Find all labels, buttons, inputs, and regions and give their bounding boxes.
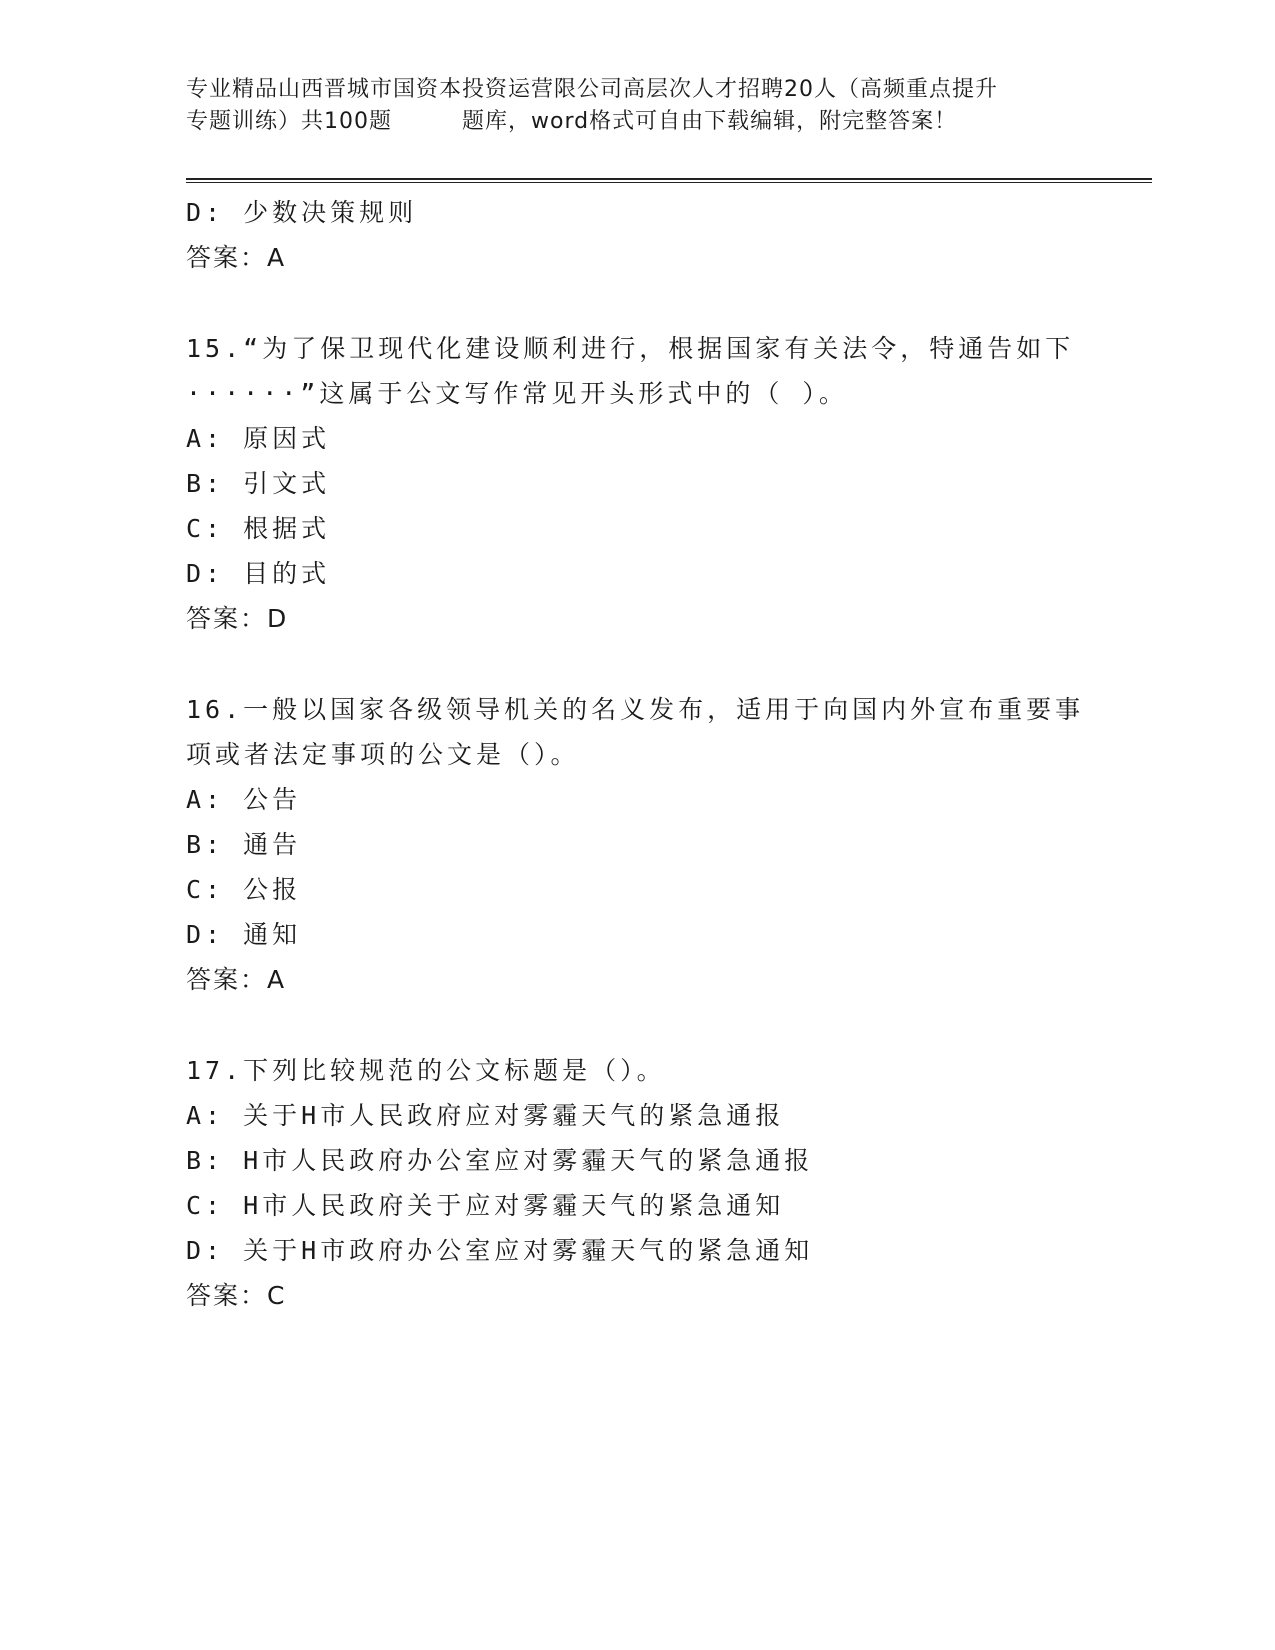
header-title-part-a: 专题训练）共100题	[186, 109, 392, 134]
option-a: A: 原因式	[186, 424, 331, 453]
option-c: C: 公报	[186, 875, 302, 904]
option-d: D: 目的式	[186, 559, 331, 588]
question-stem-continued: ······”这属于公文写作常见开头形式中的（ ）。	[186, 379, 848, 408]
question-17	[186, 1048, 1086, 1318]
question-15	[186, 326, 1086, 641]
question-stem: 15.“为了保卫现代化建设顺利进行，根据国家有关法令，特通告如下	[186, 334, 1075, 363]
header-title-line2	[186, 106, 1086, 138]
question-stem-continued: 项或者法定事项的公文是（）。	[186, 740, 580, 769]
option-d: D: 关于H市政府办公室应对雾霾天气的紧急通知	[186, 1236, 814, 1265]
option-d: D: 通知	[186, 920, 302, 949]
option-b: B: 引文式	[186, 469, 331, 498]
option-c: C: 根据式	[186, 514, 331, 543]
option-a: A: 关于H市人民政府应对雾霾天气的紧急通报	[186, 1101, 785, 1130]
option-b: B: 通告	[186, 830, 302, 859]
answer: 答案：C	[186, 1281, 287, 1310]
header-title-part-b: 题库，word格式可自由下载编辑，附完整答案！	[462, 109, 958, 134]
document-header	[186, 74, 1086, 138]
header-divider-thin	[186, 182, 1152, 183]
question-stem: 17.下列比较规范的公文标题是（）。	[186, 1056, 666, 1085]
answer: 答案：A	[186, 965, 287, 994]
option-c: C: H市人民政府关于应对雾霾天气的紧急通知	[186, 1191, 785, 1220]
option-b: B: H市人民政府办公室应对雾霾天气的紧急通报	[186, 1146, 814, 1175]
question-content	[186, 190, 1086, 1318]
header-divider-thick	[186, 178, 1152, 180]
answer: 答案：D	[186, 604, 289, 633]
prev-answer: 答案：A	[186, 243, 287, 272]
question-16	[186, 687, 1086, 1002]
header-title-line1: 专业精品山西晋城市国资本投资运营限公司高层次人才招聘20人（高频重点提升	[186, 77, 998, 102]
option-a: A: 公告	[186, 785, 302, 814]
question-stem: 16.一般以国家各级领导机关的名义发布，适用于向国内外宣布重要事	[186, 695, 1085, 724]
prev-option-d: D: 少数决策规则	[186, 198, 418, 227]
